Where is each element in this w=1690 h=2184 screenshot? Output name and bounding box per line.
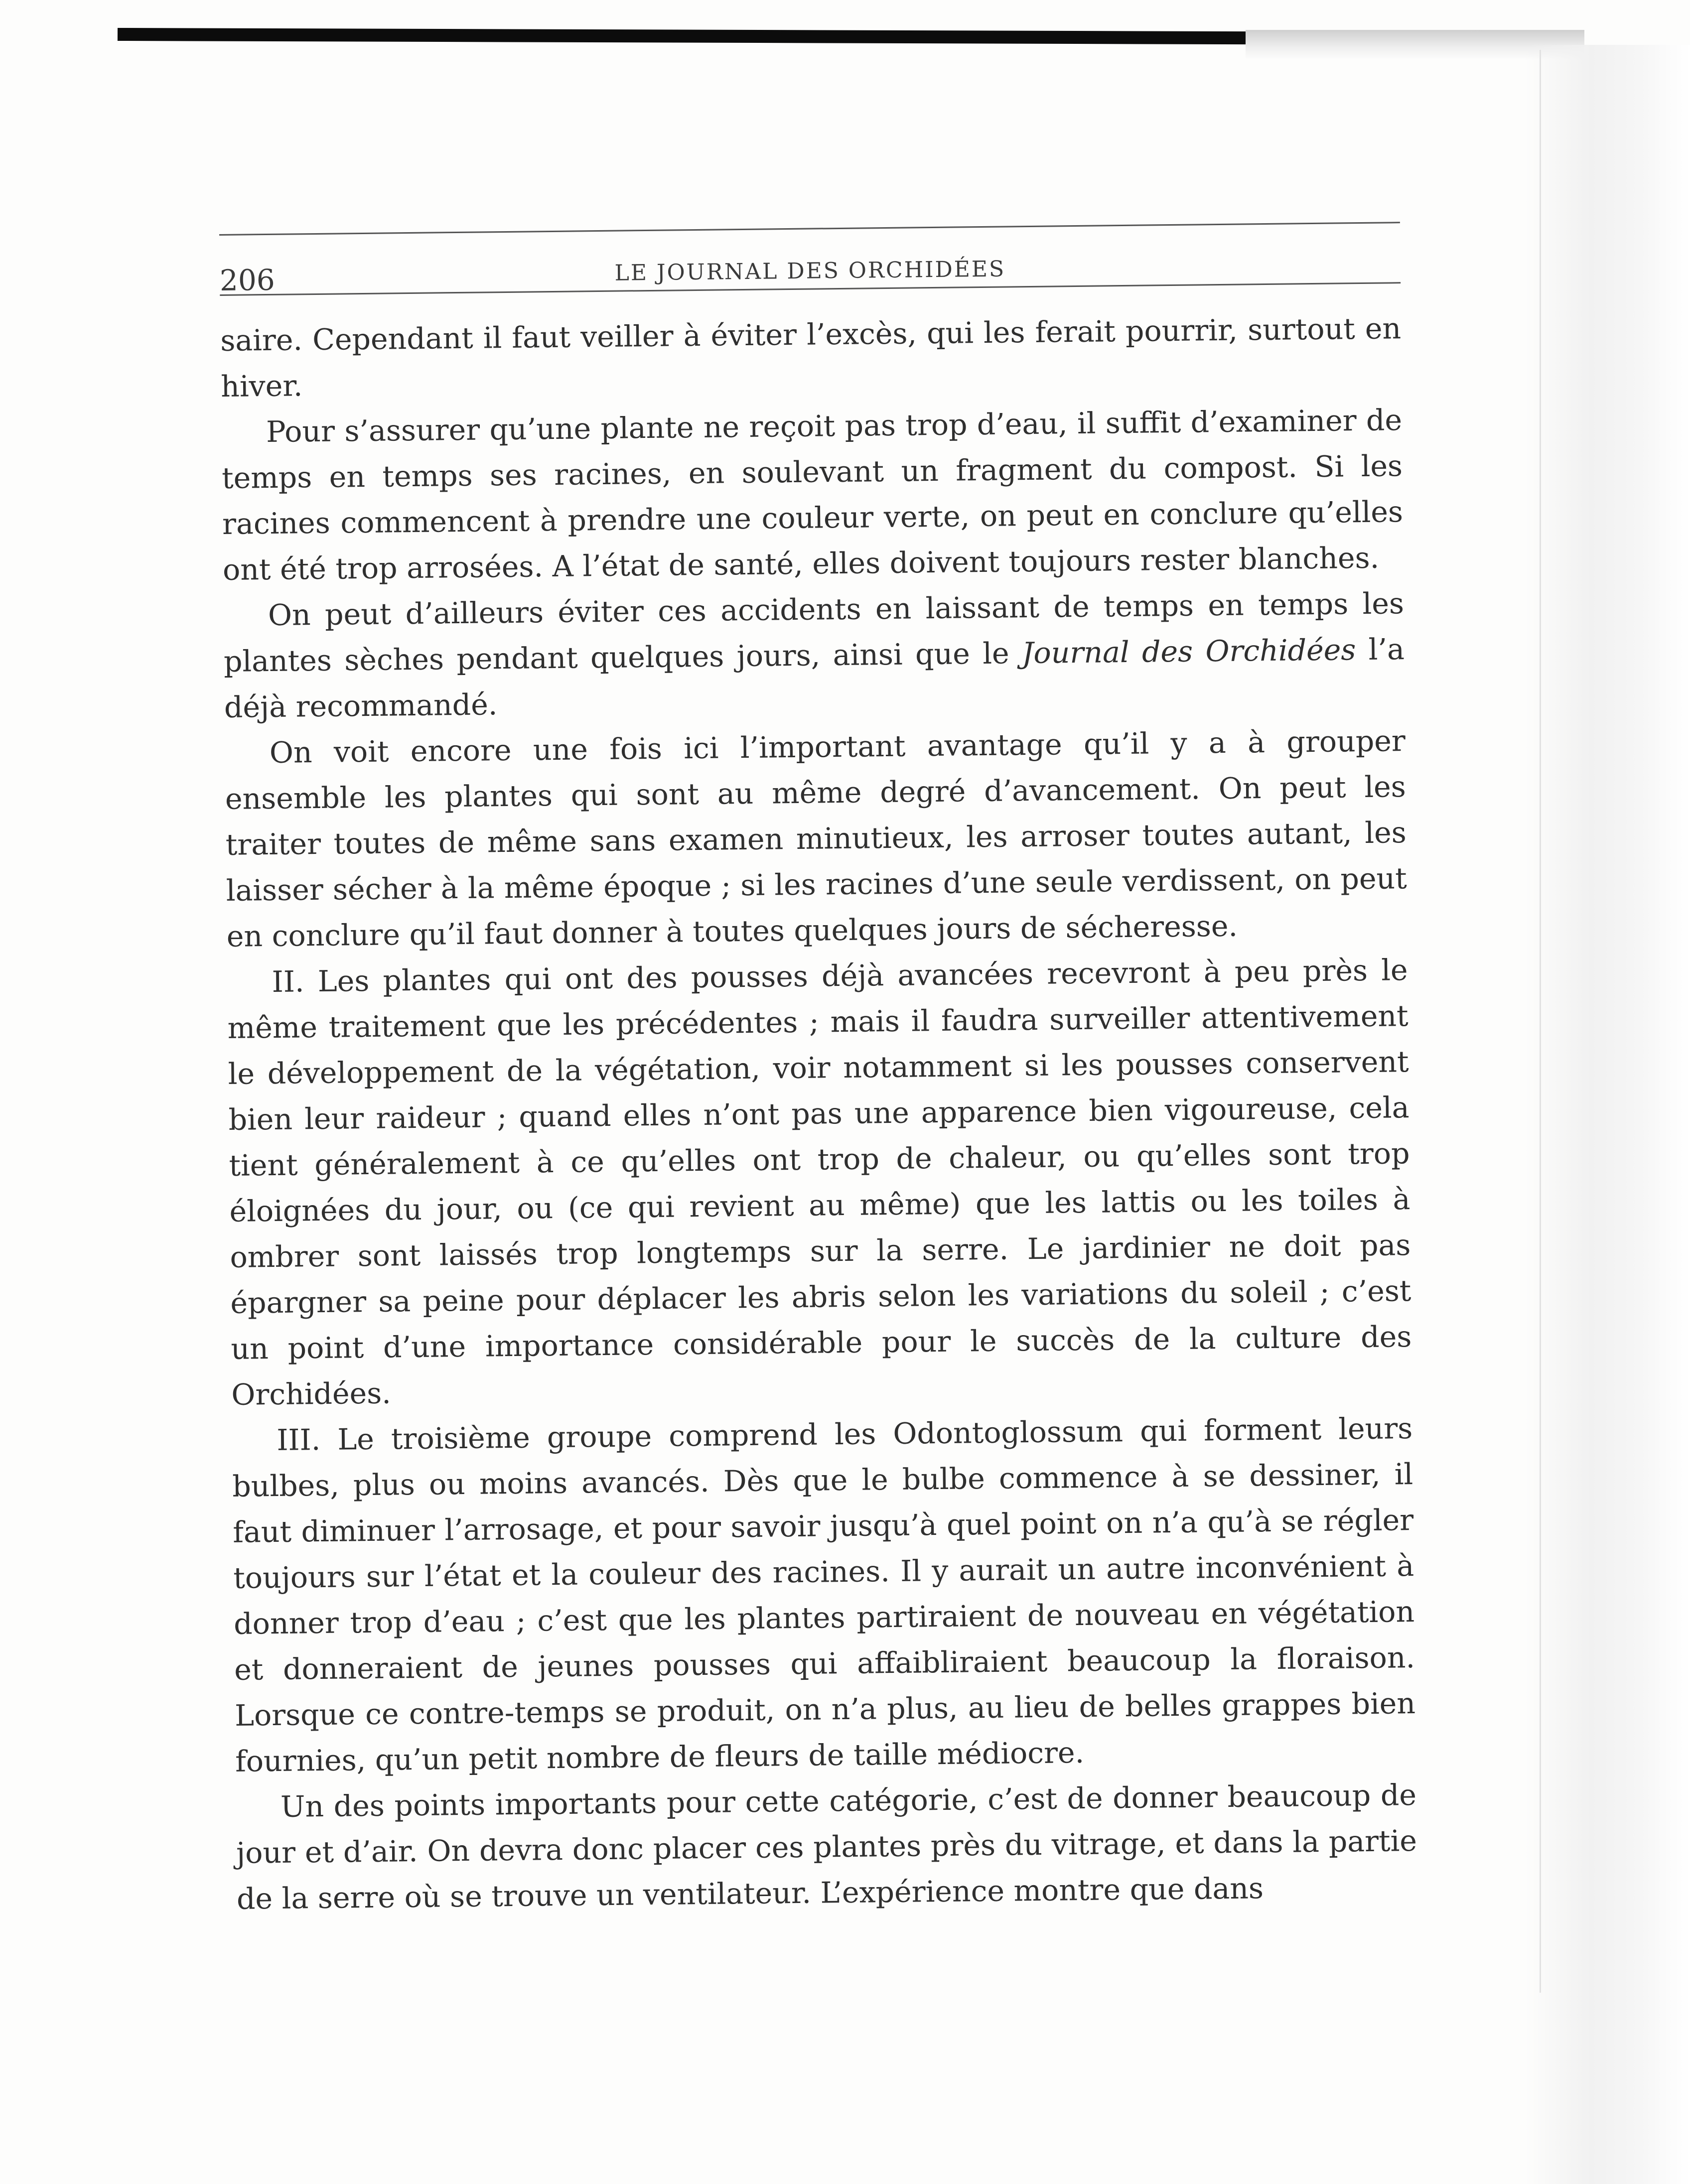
paragraph-water-check: Pour s’assurer qu’une plante ne reçoit pas trop d’eau, il suffit d’examiner de temps en temps ses racines, en soulevant un fragment du compost. Si les racines commencent à prendre une couleur verte, on peut en conclure qu’elles ont été trop arrosées. A l’état de santé, elles doivent toujours rester blanches. [221, 403, 1404, 587]
journal-reference: Journal des Orchidées [1021, 633, 1356, 671]
paragraph-text-before: On peut d’ailleurs éviter ces accidents en laissant de temps en temps les plantes sèches pendant quelques jours, ainsi que le [223, 586, 1405, 679]
paragraph-section-ii: II. Les plantes qui ont des pousses déjà avancées recevront à peu près le même traitement que les précédentes ; mais il faudra surveiller attentivement le développement de la végétation, voir notamment si les pousses conservent bien leur raideur ; quand elles n’ont pas une apparence bien vigoureuse, cela tient généralement à ce qu’elles ont trop de chaleur, ou qu’elles sont trop éloignées du jour, ou (ce qui revient au même) que les lattis ou les toiles à ombrer sont laissés trop longtemps sur la serre. Le jardinier ne doit pas épargner sa peine pour déplacer les abris selon les variations du soleil ; c’est un point d’une importance considérable pour le succès de la culture des Orchidées. [227, 953, 1412, 1412]
page-number: 206 [219, 263, 276, 297]
paragraph-text-after: l’a déjà recommandé. [224, 632, 1405, 724]
paragraph-section-iii: III. Le troisième groupe comprend les Odontoglossum qui forment leurs bulbes, plus ou moins avancés. Dès que le bulbe commence à se dessiner, il faut diminuer l’arrosage, et pour savoir jusqu’à quel point on n’a qu’à se régler toujours sur l’état et la couleur des racines. Il y aurait un autre inconvénient à donner trop d’eau ; c’est que les plantes partiraient de nouveau en végétation et donneraient de jeunes pousses qui affaibliraient beaucoup la floraison. Lorsque ce contre-temps se produit, on n’a plus, au lieu de belles grappes bien fournies, qu’un petit nombre de fleurs de taille médiocre. [232, 1411, 1416, 1778]
page-content [219, 222, 1417, 1922]
body-text [220, 305, 1418, 1922]
paragraph-grouping: On voit encore une fois ici l’important avantage qu’il y a à grouper ensemble les plantes qui sont au même degré d’avancement. On peut les traiter toutes de même sans examen minutieux, les arroser toutes autant, les laisser sécher à la même époque ; si les racines d’une seule verdissent, on peut en conclure qu’il faut donner à toutes quelques jours de sécheresse. [225, 724, 1408, 954]
paragraph-avoid-accidents [223, 580, 1406, 730]
scan-right-shadow [1525, 45, 1690, 2184]
running-head [219, 222, 1401, 296]
journal-title: LE JOURNAL DES ORCHIDÉES [614, 256, 1006, 286]
paragraph-light-air: Un des points importants pour cette catégorie, c’est de donner beaucoup de jour et d’air. On devra donc placer ces plantes près du vitrage, et dans la partie de la serre où se trouve un ventilateur. L’expérience montre que dans [236, 1778, 1417, 1916]
page-edge-line [1540, 50, 1541, 1993]
paragraph-continuation: saire. Cependant il faut veiller à éviter l’excès, qui les ferait pourrir, surtout en hiver. [220, 311, 1402, 404]
